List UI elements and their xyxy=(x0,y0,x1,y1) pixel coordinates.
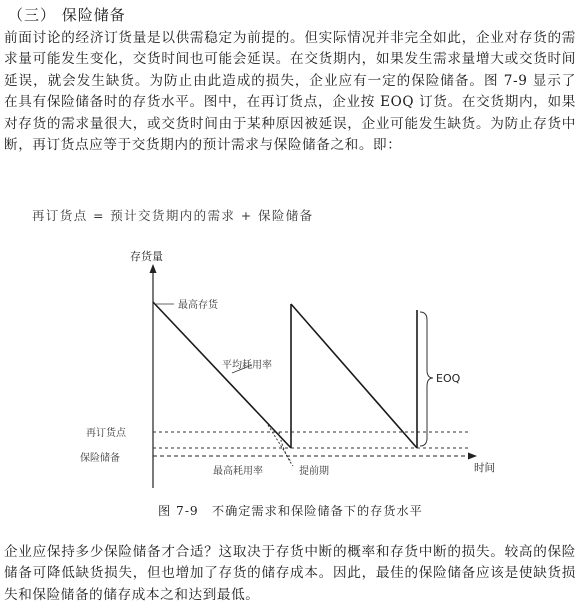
reorder-point-formula: 再订货点 = 预计交货期内的需求 + 保险储备 xyxy=(32,208,314,223)
figure-caption: 图 7-9 不确定需求和保险储备下的存货水平 xyxy=(158,504,423,518)
lead-time-label: 提前期 xyxy=(299,466,329,477)
max-consumption-label: 最高耗用率 xyxy=(213,466,263,477)
inventory-level-figure xyxy=(0,240,580,502)
y-axis-label: 存货量 xyxy=(130,250,163,263)
paragraph-intro: 前面讨论的经济订货量是以供需稳定为前提的。但实际情况并非完全如此，企业对存货的需求量可能发生变化，交货时间也可能会延误。在交货期内，如果发生需求量增大或交货时间延误，就会发生缺货。为防止由此造成的损失，企业应有一定的保险储备。图 7-9 显示了在具有保险储备时的存货水平。图中，在再订货点，企业按 EOQ 订货。在交货期内，如果对存货的需求量很大，或交货时间由于某种原因被延误，企业可能发生缺货。为防止存货中断，再订货点应等于交货期内的预计需求与保险储备之和。即： xyxy=(4,30,576,154)
avg-consumption-line-2 xyxy=(291,304,417,448)
max-inventory-label: 最高存货 xyxy=(178,300,218,311)
x-axis-arrow xyxy=(468,453,477,460)
eoq-brace xyxy=(420,312,433,446)
section-title: （三） 保险储备 xyxy=(8,6,126,24)
eoq-label: EOQ xyxy=(436,372,461,385)
paragraph-conclusion: 企业应保持多少保险储备才合适？这取决于存货中断的概率和存货中断的损失。较高的保险储备可降低缺货损失，但也增加了存货的储存成本。因此，最佳的保险储备应该是使缺货损失和保险储备的储存成本之和达到最低。 xyxy=(4,544,576,603)
avg-consumption-line-1 xyxy=(153,302,291,448)
safety-stock-label: 保险储备 xyxy=(80,453,120,464)
avg-consumption-label: 平均耗用率 xyxy=(222,360,272,371)
reorder-point-label: 再订货点 xyxy=(86,428,126,439)
x-axis-label: 时间 xyxy=(474,462,495,474)
y-axis-arrow xyxy=(150,264,157,273)
